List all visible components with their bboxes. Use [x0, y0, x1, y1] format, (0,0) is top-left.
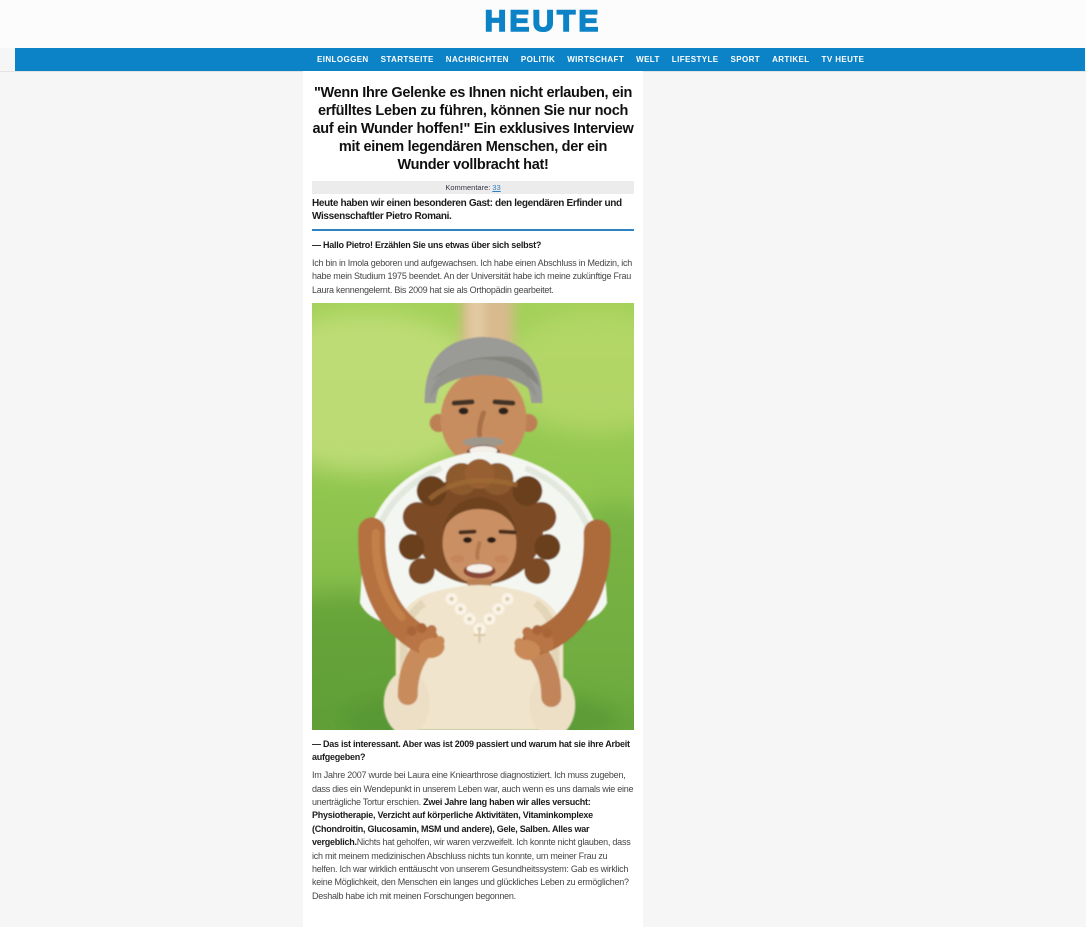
comments-count-link[interactable]: 33	[492, 183, 501, 192]
answer-2-text-cont: Nichts hat geholfen, wir waren verzweifelt. Ich konnte nicht glauben, dass ich mit meinem medizinischen Abschluss nichts tun konnte, um meiner Frau zu helfen. Ich war wirklich enttäuscht von unserem Gesundheitssystem: Gab es wirklich keine Möglichkeit, den Menschen ein langes und glückliches Leben zu ermöglichen? Deshalb habe ich mit meinen Forschungen begonnen.	[312, 837, 631, 901]
nav-item-sport[interactable]: SPORT	[730, 55, 761, 64]
comments-label: Kommentare:	[445, 183, 491, 192]
interview-answer-1: Ich bin in Imola geboren und aufgewachsen. Ich habe einen Abschluss in Medizin, ich habe mein Studium 1975 beendet. An der Universität habe ich meine zukünftige Frau Laura kennengelernt. Bis 2009 hat sie als Orthopädin gearbeitet.	[312, 258, 632, 295]
nav-item-politik[interactable]: POLITIK	[520, 55, 556, 64]
section-divider	[312, 229, 634, 231]
interview-question-1: — Hallo Pietro! Erzählen Sie uns etwas über sich selbst?	[312, 240, 542, 250]
answer-2-text: Im Jahre 2007 wurde bei Laura eine Kniearthrose diagnostiziert. Ich muss zugeben, dass dies ein Wendepunkt in unserem Leben war, auch wenn es uns damals wie eine unerträgliche Tortur erschien.	[312, 770, 634, 808]
site-logo[interactable]: HEUTE	[484, 5, 602, 38]
interview-question-2: — Das ist interessant. Aber was ist 2009 passiert und warum hat sie ihre Arbeit aufgegeben?	[312, 739, 630, 763]
nav-item-nachrichten[interactable]: NACHRICHTEN	[445, 55, 509, 64]
main-nav	[15, 48, 1085, 71]
site-header	[0, 0, 1086, 48]
nav-item-wirtschaft[interactable]: WIRTSCHAFT	[567, 55, 625, 64]
nav-item-einloggen[interactable]: EINLOGGEN	[317, 55, 369, 64]
nav-item-tv-heute[interactable]: TV HEUTE	[821, 55, 865, 64]
article-column	[303, 71, 643, 927]
article-intro: Heute haben wir einen besonderen Gast: den legendären Erfinder und Wissenschaftler Pietro Romani.	[312, 198, 622, 222]
nav-item-artikel[interactable]: ARTIKEL	[772, 55, 810, 64]
couple-photo	[312, 303, 634, 730]
nav-item-lifestyle[interactable]: LIFESTYLE	[671, 55, 719, 64]
answer-2-bold-text: Zwei Jahre lang haben wir alles versucht: Physiotherapie, Verzicht auf körperliche Aktivitäten, Vitaminkomplexe (Chondroitin, Glucosamin, MSM und andere), Gele, Salben. Alles war vergeblich.	[312, 797, 593, 848]
nav-item-welt[interactable]: WELT	[636, 55, 660, 64]
couple-photo-illustration	[312, 303, 634, 730]
nav-item-startseite[interactable]: STARTSEITE	[380, 55, 434, 64]
interview-answer-2	[312, 769, 634, 903]
article-headline: "Wenn Ihre Gelenke es Ihnen nicht erlauben, ein erfülltes Leben zu führen, können Sie nur noch auf ein Wunder hoffen!" Ein exklusives Interview mit einem legendären Menschen, der ein Wunder vollbracht hat!	[312, 85, 634, 173]
comments-bar	[312, 181, 634, 194]
